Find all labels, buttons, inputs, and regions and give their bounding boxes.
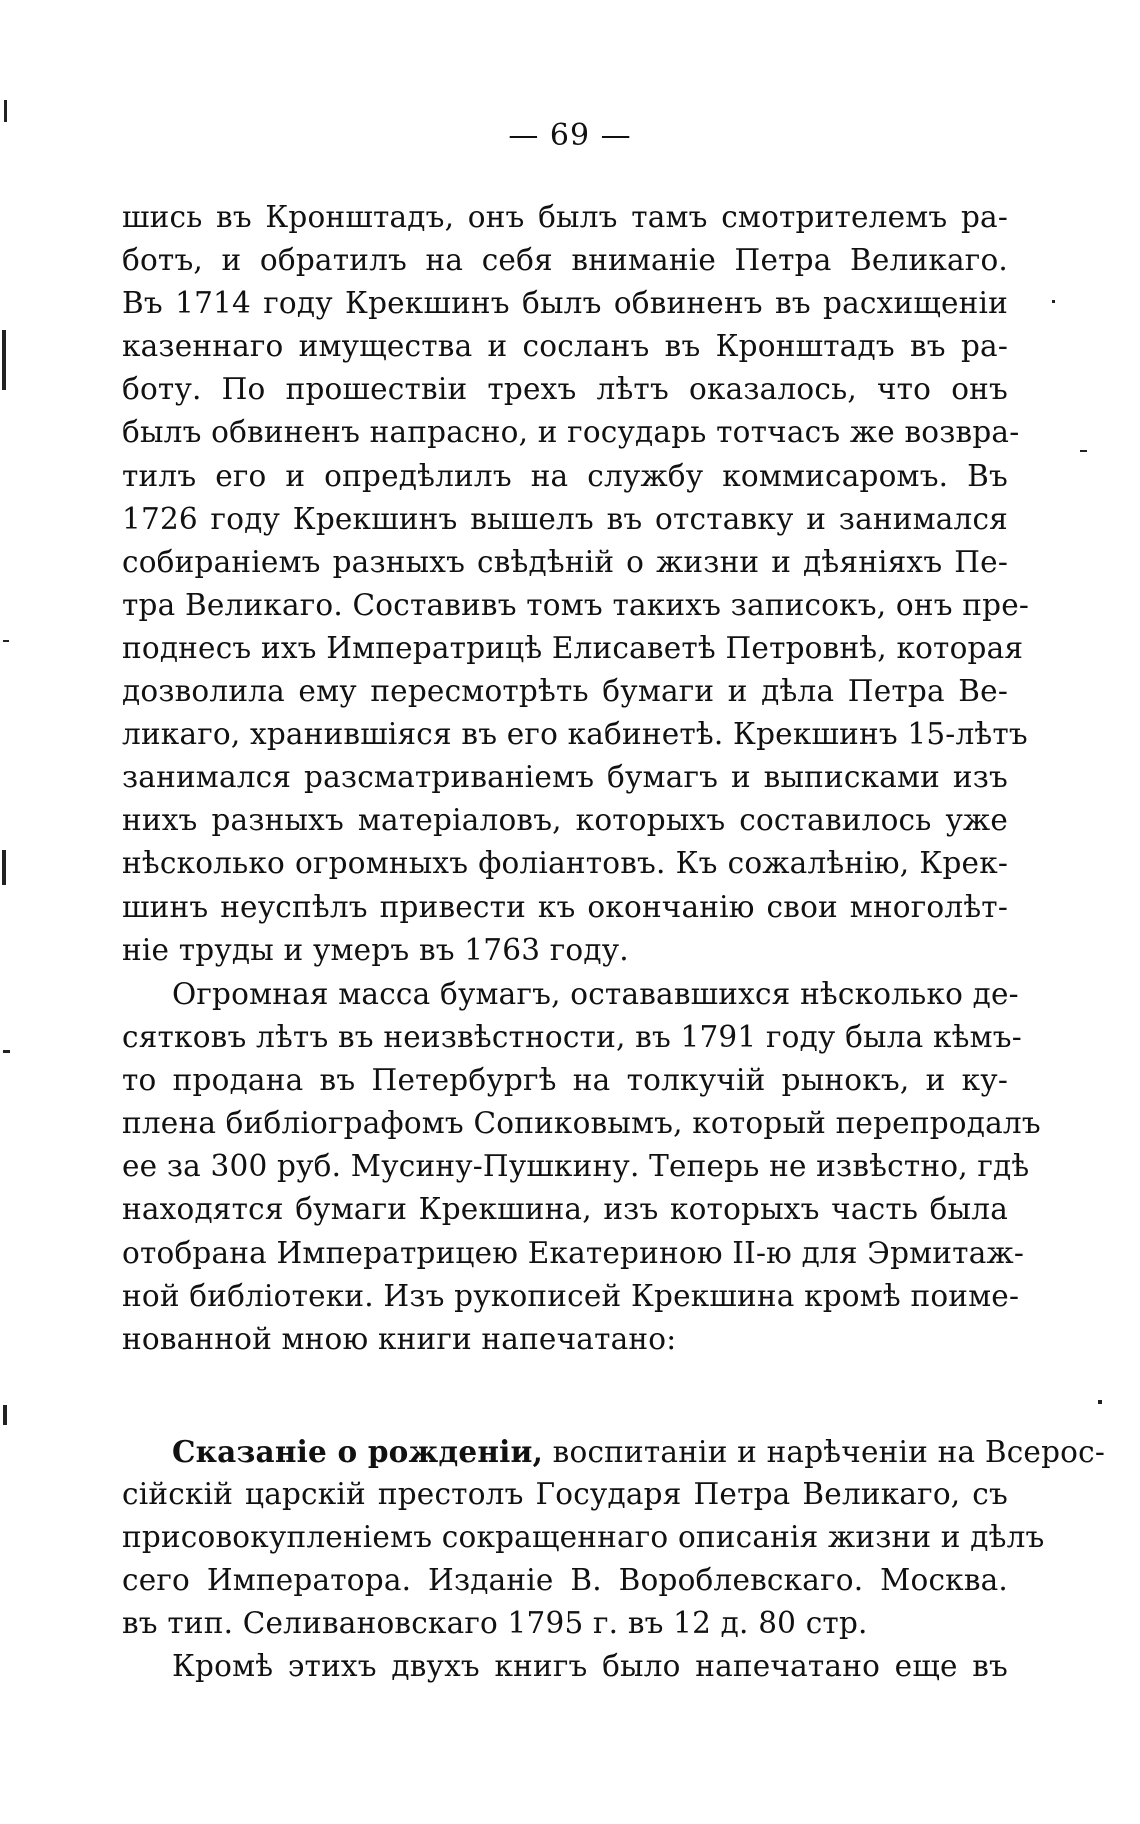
paragraph-other-books	[122, 1645, 1008, 1688]
text-line: казеннаго имущества и сосланъ въ Кронштадъ въ ра-	[122, 329, 1008, 364]
text-line: шинъ неуспѣлъ привести къ окончанію свои многолѣт-	[122, 889, 1008, 924]
text-line: сего Императора. Изданіе В. Вороблевскаго. Москва.	[122, 1563, 1008, 1598]
bibliography-entry	[122, 1430, 1106, 1645]
text-line: нихъ разныхъ матеріаловъ, которыхъ составилось уже	[122, 803, 1008, 838]
text-line: ботъ, и обратилъ на себя вниманіе Петра Великаго.	[122, 243, 1008, 278]
paragraph-kreshkin-biography	[122, 196, 1030, 972]
text-line: тилъ его и опредѣлилъ на службу коммисаромъ. Въ	[122, 458, 1008, 493]
text-line: плена библіографомъ Сопиковымъ, который перепродалъ	[122, 1106, 1041, 1141]
text-line	[122, 1430, 1106, 1473]
text-line: Кромѣ этихъ двухъ книгъ было напечатано еще въ	[172, 1649, 1008, 1683]
text-line: нованной мною книги напечатано:	[122, 1321, 677, 1356]
text-line: занимался разсматриваніемъ бумагъ и выписками изъ	[122, 760, 1008, 795]
text-line: сятковъ лѣтъ въ неизвѣстности, въ 1791 году была кѣмъ-	[122, 1020, 1022, 1055]
scan-mark	[1080, 450, 1087, 452]
text-line: дозволила ему пересмотрѣть бумаги и дѣла Петра Ве-	[122, 674, 1008, 709]
text-line: въ тип. Селивановскаго 1795 г. въ 12 д. 80 стр.	[122, 1606, 868, 1641]
scan-mark	[3, 1050, 10, 1053]
scan-mark	[4, 100, 7, 122]
text-line: былъ обвиненъ напрасно, и государь тотчасъ же возвра-	[122, 415, 1020, 450]
text-line: то продана въ Петербургѣ на толкучій рынокъ, и ку-	[122, 1063, 1008, 1098]
text-line: шись въ Кронштадъ, онъ былъ тамъ смотрителемъ ра-	[122, 200, 1008, 234]
text-line: присовокупленіемъ сокращеннаго описанія жизни и дѣлъ	[122, 1520, 1045, 1555]
text-line: 1726 году Крекшинъ вышелъ въ отставку и занимался	[122, 501, 1008, 536]
text-line: собираніемъ разныхъ свѣдѣній о жизни и дѣяніяхъ Пе-	[122, 544, 1008, 579]
scan-mark	[3, 1405, 7, 1425]
text-line: ніе труды и умеръ въ 1763 году.	[122, 932, 629, 967]
text-line: находятся бумаги Крекшина, изъ которыхъ часть была	[122, 1192, 1008, 1227]
text-line: отобрана Императрицею Екатериною II-ю для Эрмитаж-	[122, 1235, 1024, 1270]
paragraph-papers-fate	[122, 973, 1041, 1361]
scan-mark	[3, 640, 9, 642]
text-line: нѣсколько огромныхъ фоліантовъ. Къ сожалѣнію, Крек-	[122, 846, 1008, 881]
scan-mark	[1098, 1400, 1102, 1404]
text-line: поднесъ ихъ Императрицѣ Елисаветѣ Петровнѣ, которая	[122, 630, 1024, 665]
scan-mark	[2, 330, 6, 390]
scan-mark	[2, 850, 6, 885]
text-line: сійскій царскій престолъ Государя Петра Великаго, съ	[122, 1477, 1008, 1512]
text-line: ее за 300 руб. Мусину-Пушкину. Теперь не извѣстно, гдѣ	[122, 1149, 1030, 1184]
bibliography-title-rest: воспитаніи и нарѣченіи на Всерос-	[543, 1435, 1106, 1469]
page-number: — 69 —	[508, 118, 632, 153]
text-line: Въ 1714 году Крекшинъ былъ обвиненъ въ расхищеніи	[122, 286, 1008, 321]
text-line: ликаго, хранившіяся въ его кабинетѣ. Крекшинъ 15-лѣтъ	[122, 717, 1028, 752]
scan-mark	[1052, 300, 1055, 303]
text-line: Огромная масса бумагъ, остававшихся нѣсколько де-	[172, 977, 1019, 1011]
text-line: тра Великаго. Составивъ томъ такихъ записокъ, онъ пре-	[122, 587, 1030, 622]
text-line: ной библіотеки. Изъ рукописей Крекшина кромѣ поиме-	[122, 1278, 1020, 1313]
bibliography-title: Сказаніе о рожденіи,	[172, 1434, 544, 1469]
text-line: боту. По прошествіи трехъ лѣтъ оказалось, что онъ	[122, 372, 1008, 407]
